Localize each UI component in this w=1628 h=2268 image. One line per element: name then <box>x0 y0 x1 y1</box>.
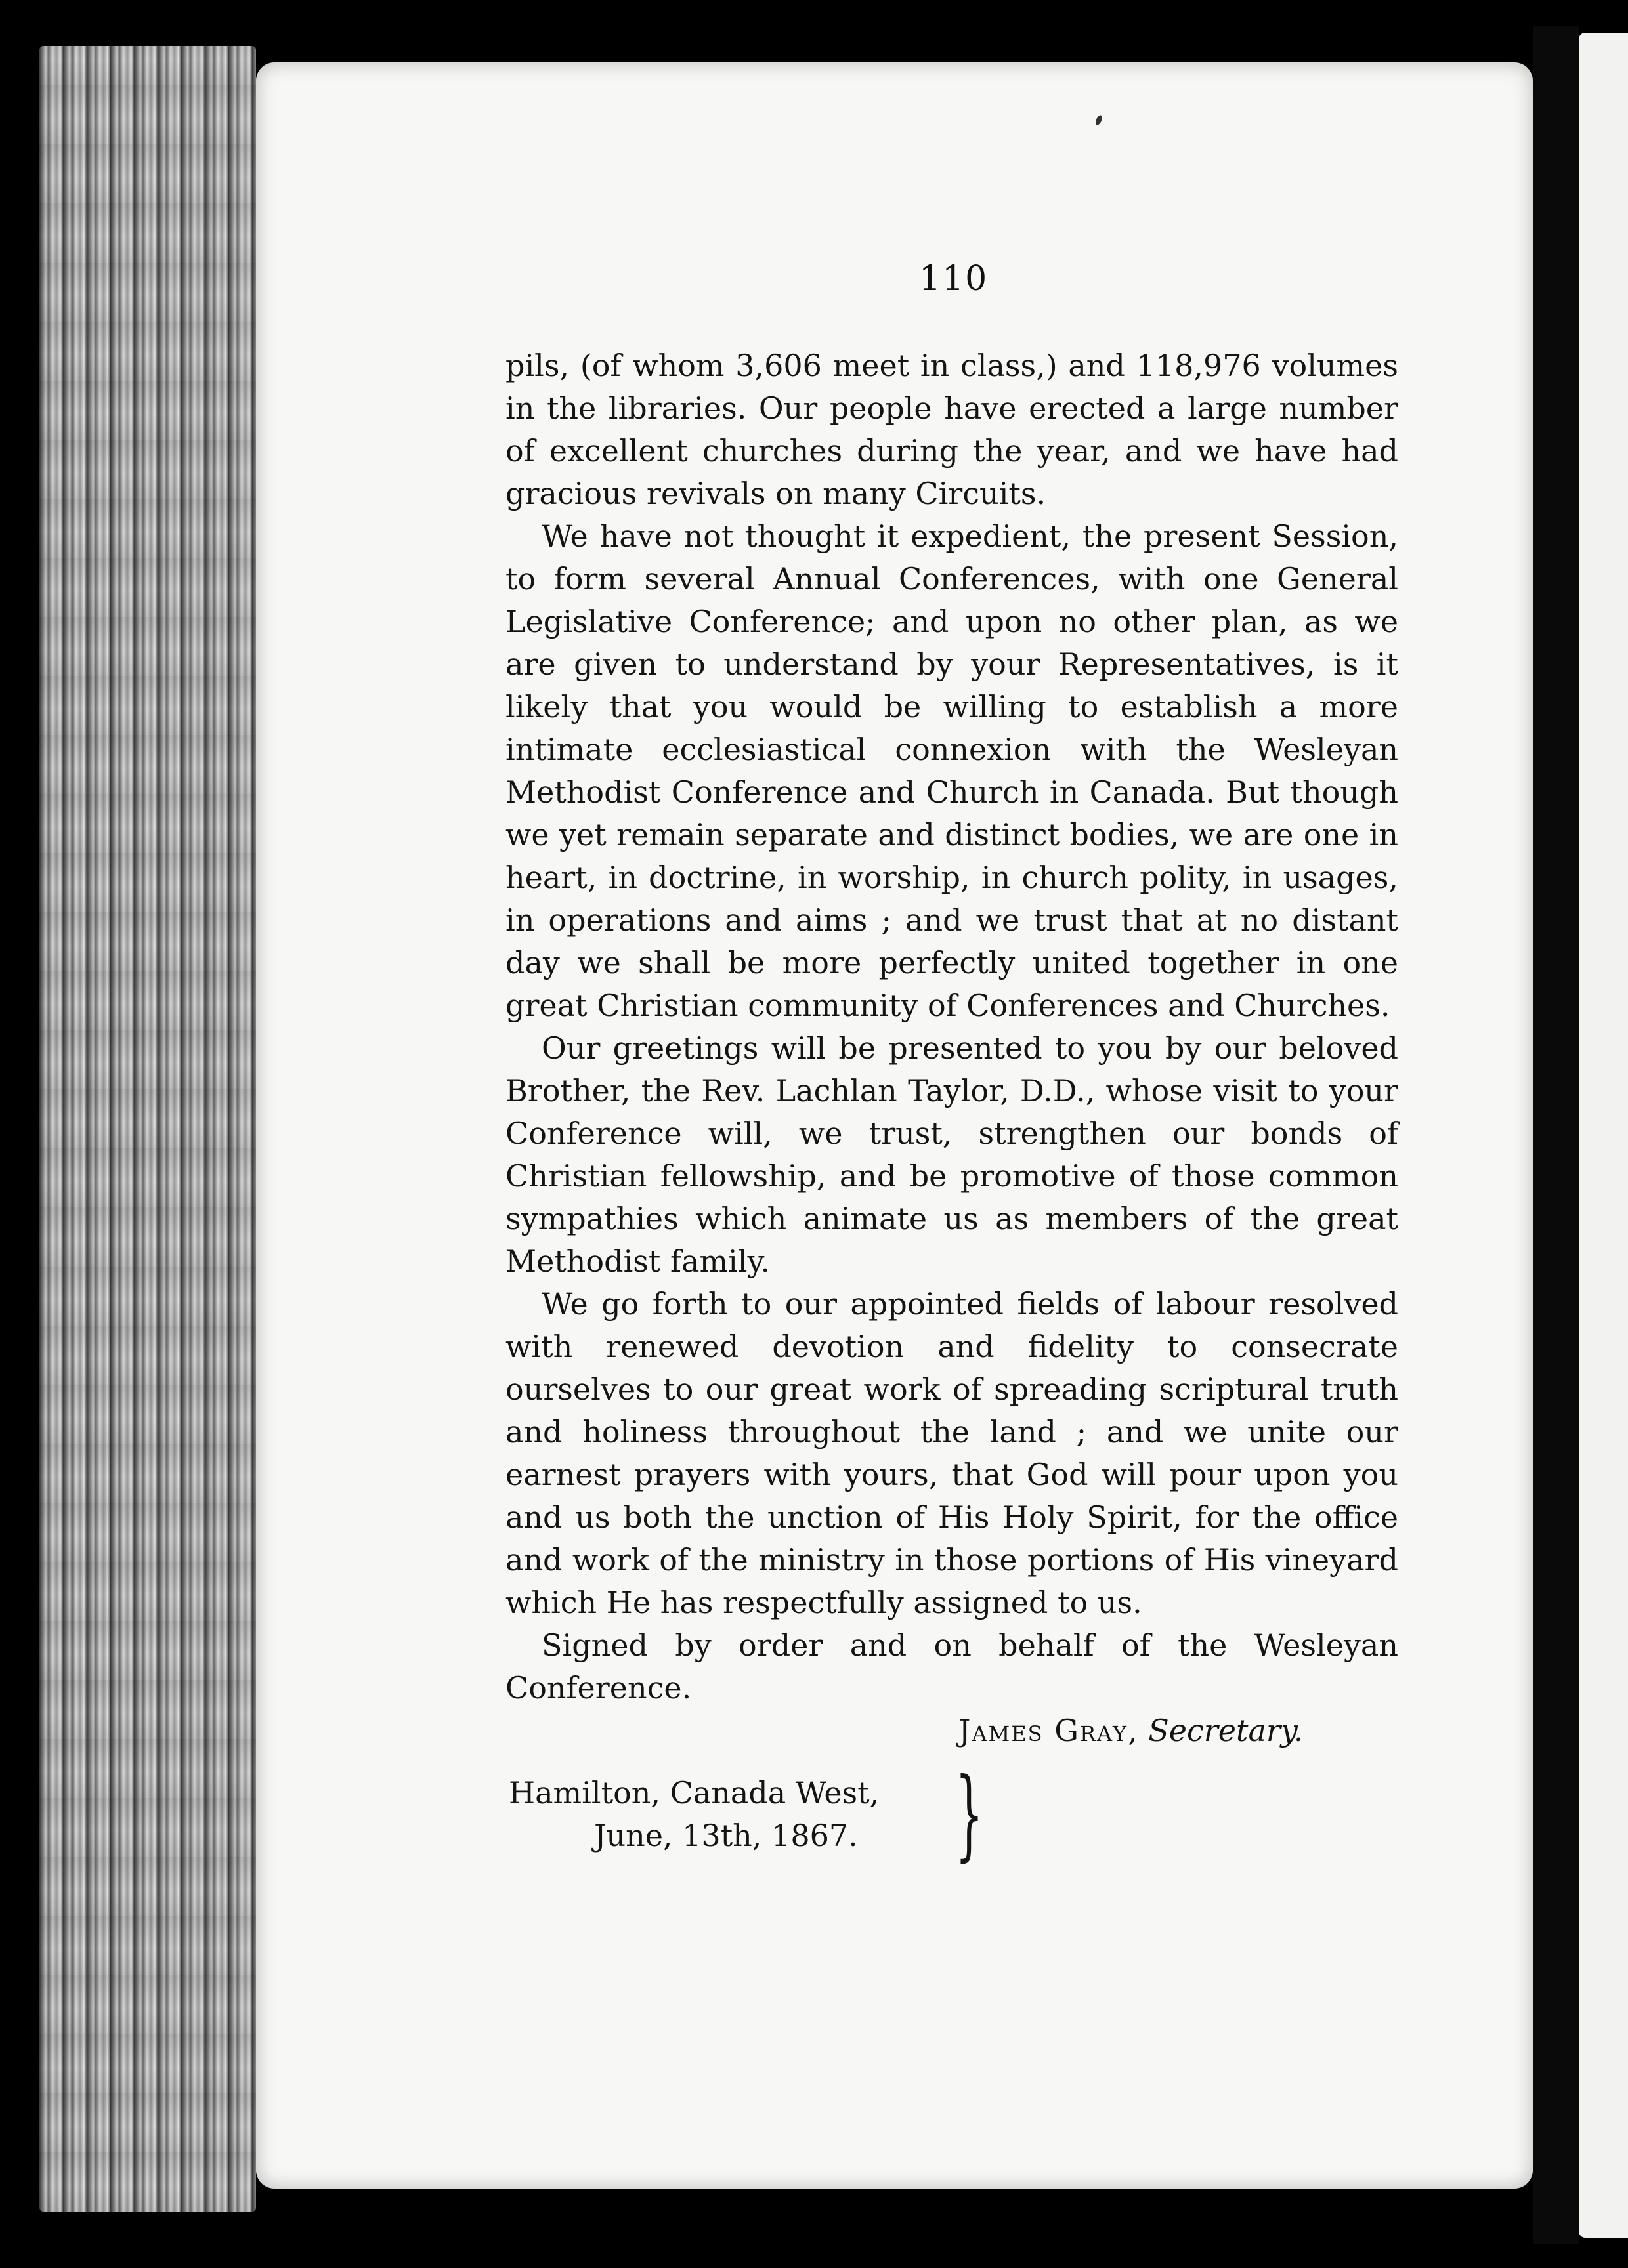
adjacent-page-edge <box>1579 33 1628 2238</box>
body-text <box>505 345 1398 1710</box>
date-line: June, 13th, 1867. <box>594 1818 858 1853</box>
paragraph-5: Signed by order and on behalf of the Wesleyan Conference. <box>505 1628 1398 1706</box>
closing-brace: } <box>955 1757 983 1872</box>
book-gutter <box>1533 26 1579 2244</box>
paragraph-2: We have not thought it expedient, the present Session, to form several Annual Conferences, with one General Legislative Conference; and upon no other plan, as we are given to understand by your Representatives, is it likely that you would be willing to establish a more intimate ecclesiastical connexion with the Wesleyan Methodist Conference and Church in Canada. But though we yet remain separate and distinct bodies, we are one in heart, in doctrine, in worship, in church polity, in usages, in operations and aims ; and we trust that at no distant day we shall be more perfectly united together in one great Christian community of Conferences and Churches. <box>505 518 1398 1023</box>
paragraph-4: We go forth to our appointed fields of labour resolved with renewed devotion and fidelity to consecrate ourselves to our great work of spreading scriptural truth and holiness throughout the land ; and we unite our earnest prayers with yours, that God will pour upon you and us both the unction of His Holy Spirit, for the office and work of the ministry in those portions of His vineyard which He has respectfully assigned to us. <box>505 1286 1398 1620</box>
signature-line <box>958 1713 1303 1748</box>
paragraph-3: Our greetings will be presented to you by our beloved Brother, the Rev. Lachlan Taylor, D.D., whose visit to your Conference will, we trust, strengthen our bonds of Christian fellowship, and be promotive of those common sympathies which animate us as members of the great Methodist family. <box>505 1030 1398 1279</box>
signer-role: Secretary. <box>1148 1713 1304 1748</box>
place-and-date <box>509 1772 879 1857</box>
paragraph-1: pils, (of whom 3,606 meet in class,) and 118,976 volumes in the libraries. Our people have erected a large number of excellent churches during the year, and we have had gracious revivals on many Circuits. <box>505 348 1398 511</box>
book-page-edges <box>39 46 256 2212</box>
page-number: 110 <box>919 259 989 299</box>
signer-name: James Gray, <box>958 1713 1139 1748</box>
place-line: Hamilton, Canada West, <box>509 1775 880 1811</box>
